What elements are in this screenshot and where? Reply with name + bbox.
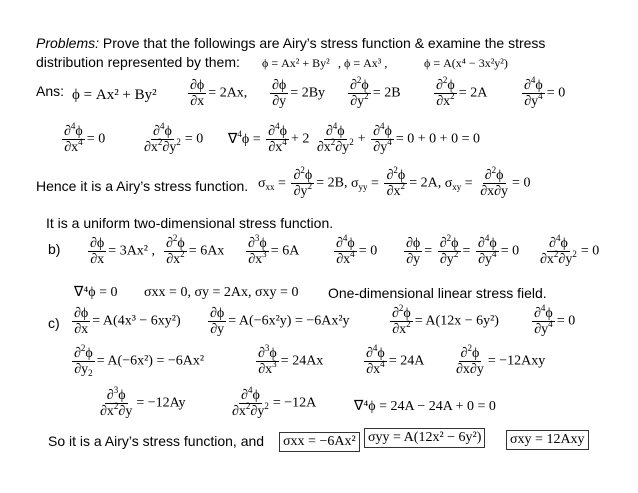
part-c-label: c) [48,315,60,331]
deriv-d3phi-dx2dy-c: $\frac{\partial^3\phi}{\partial x^2\partial y}$ = −12Ay [100,385,186,419]
deriv-d4phi-dy4-c: $\frac{\partial^4\phi}{\partial y^4}$ = 0 [534,303,576,337]
biharmonic-a: ∇$^4$ϕ = $\frac{\partial^4\phi}{\partial x^4}$ + 2 $\frac{\partial^4\phi}{\partial x^2\partial y^2}$ + $\frac{\partial^4\phi}{\partial y^4}$ = 0 + 0 + 0 = 0 [228,121,480,155]
biharmonic-c: ∇⁴ϕ = 24A − 24A + 0 = 0 [354,399,496,414]
deriv-d3phi-dx3-c: $\frac{\partial^3\phi}{\partial x^3}$ = 24Ax [258,343,324,377]
deriv-d2phi-dy2-c: $\frac{\partial^2\phi}{\partial y_2}$ = A(−6x²) = −6Ax² [74,343,205,378]
deriv-d2phi-dy2-a: $\frac{\partial^2\phi}{\partial y^2}$ = 2B [350,75,401,109]
function-1: ϕ = Ax² + By² [262,56,330,70]
sigma-yy-result: σyy = A(12x² − 6y²) [364,428,485,448]
deriv-chain-y-b: $\frac{\partial\phi}{\partial y}$ = $\frac{\partial^2\phi}{\partial y^2}$ = $\frac{\partial^4\phi}{\partial y^4}$ = 0 [406,233,520,267]
linear-field-text: One-dimensional linear stress field. [328,285,547,301]
deriv-d4phi-dx4-b: $\frac{\partial^4\phi}{\partial x^4}$ = 0 [336,233,378,267]
ans-label: Ans: [36,83,65,99]
problem-line-1 [36,34,545,52]
deriv-dphi-dx-b: $\frac{\partial\phi}{\partial x}$ = 3Ax² , [90,236,155,267]
stresses-b: σxx = 0, σy = 2Ax, σxy = 0 [144,285,299,300]
hence-text: Hence it is a Airy’s stress function. [36,178,249,194]
function-3: ϕ = A(x⁴ − 3x²y²) [424,56,508,70]
deriv-d4phi-dy4-a: $\frac{\partial^4\phi}{\partial y^4}$ = 0 [524,75,566,109]
deriv-d2phi-dxdy-c: $\frac{\partial^2\phi}{\partial x\partial y}$ = −12Axy [456,343,546,377]
deriv-dphi-dx-c: $\frac{\partial\phi}{\partial x}$ = A(4x³ − 6xy²) [74,306,181,337]
deriv-d2phi-dx2-a: $\frac{\partial^2\phi}{\partial x^2}$ = 2A [436,75,488,109]
part-b-label: b) [48,241,61,257]
problem-text-2: distribution represented by them: [36,54,240,70]
problem-line-2 [36,53,240,71]
deriv-d4phi-dx4-c: $\frac{\partial^4\phi}{\partial x^4}$ = 24A [366,343,425,377]
sigma-xx-result: σxx = −6Ax² [279,432,360,452]
deriv-d4phi-dx2dy2-a: $\frac{\partial^4\phi}{\partial x^2\partial y^2}$ = 0 [144,121,204,155]
deriv-d4phi-dx2dy2-c: $\frac{\partial^4\phi}{\partial x^2\partial y^2}$ = −12A [232,385,317,419]
conclusion-text: So it is a Airy’s stress function, and [48,433,265,449]
function-2: , ϕ = Ax³ , [338,56,388,70]
biharmonic-b: ∇⁴ϕ = 0 [74,285,118,300]
deriv-d2phi-dx2-c: $\frac{\partial^2\phi}{\partial x^2}$ = A(12x − 6y²) [392,303,499,337]
deriv-dphi-dx-a: $\frac{\partial\phi}{\partial x}$ = 2Ax, [190,78,248,109]
problems-label: Problems: [36,35,100,51]
stresses-a: $\sigma_{xx}$ = $\frac{\partial^2\phi}{\partial y^2}$ = 2B, $\sigma_{yy}$ = $\frac{\partial^2\phi}{\partial x^2}$ = 2A, $\sigma_{xy}$ = $\frac{\partial^2\phi}{\partial x\partial y}$ = 0 [258,165,531,199]
sigma-xy-result: σxy = 12Axy [506,430,589,450]
deriv-d4phi-dx2dy2-b: $\frac{\partial^4\phi}{\partial x^2\partial y^2}$ = 0 [540,233,600,267]
deriv-d4phi-dx4-a: $\frac{\partial^4\phi}{\partial x^4}$ = 0 [64,121,106,155]
problem-text-1: Prove that the followings are Airy’s stress function & examine the stress [102,35,546,51]
deriv-d3phi-dx3-b: $\frac{\partial^3\phi}{\partial x^3}$ = 6A [248,233,300,267]
phi-definition-a: ϕ = Ax² + By² [72,87,157,103]
deriv-dphi-dy-c: $\frac{\partial\phi}{\partial y}$ = A(−6x²y) = −6Ax²y [210,306,350,337]
uniform-text: It is a uniform two-dimensional stress function. [46,215,334,231]
deriv-dphi-dy-a: $\frac{\partial\phi}{\partial y}$ = 2By [272,78,326,109]
deriv-d2phi-dx2-b: $\frac{\partial^2\phi}{\partial x^2}$ = 6Ax [166,233,225,267]
